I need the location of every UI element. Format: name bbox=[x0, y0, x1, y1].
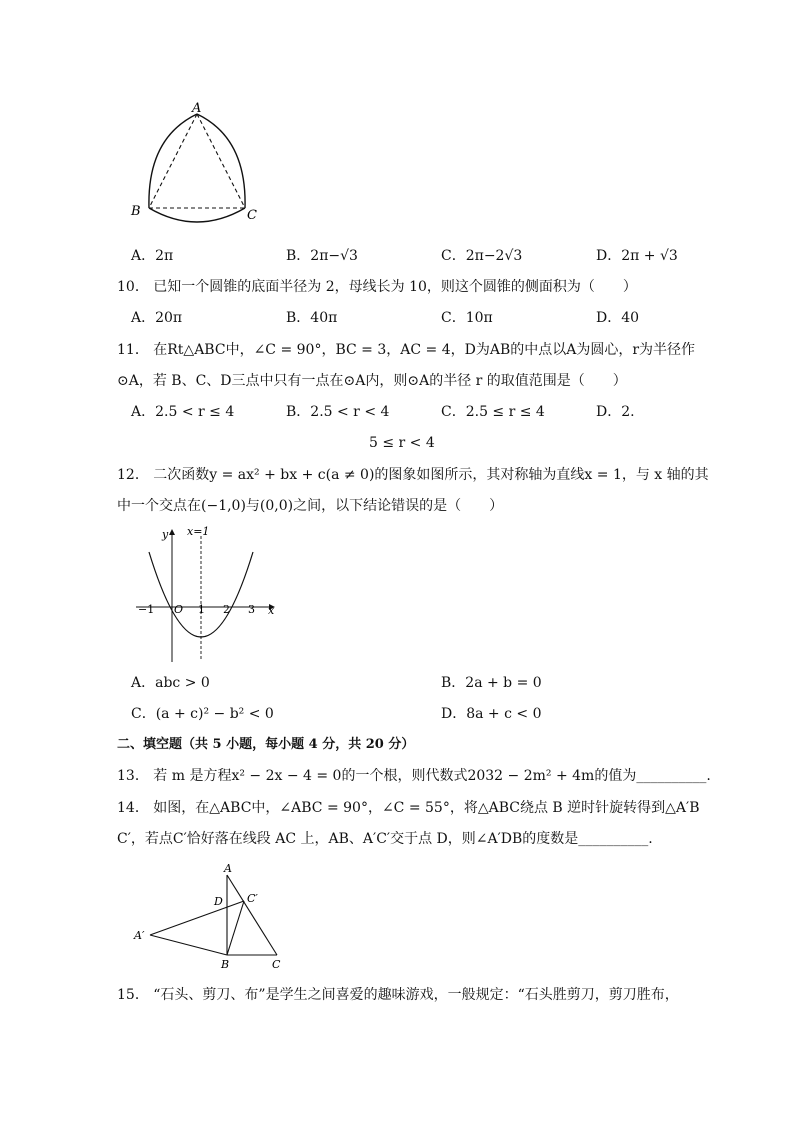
q11-option-a[interactable]: A．2.5 < r ≤ 4 bbox=[131, 404, 235, 420]
label-a-prime: A′ bbox=[134, 929, 145, 942]
label-origin: O bbox=[174, 603, 184, 616]
segment-a1c1 bbox=[150, 901, 244, 935]
label-c: C bbox=[272, 958, 281, 971]
label-d: D bbox=[214, 895, 223, 908]
q14-line2: C′，若点C′恰好落在线段 AC 上，AB、A′C′交于点 D，则∠A′DB的度数是__________. bbox=[117, 831, 653, 847]
q12-option-b[interactable]: B．2a + b = 0 bbox=[441, 675, 542, 691]
rotation-triangle-figure bbox=[128, 860, 288, 972]
q9-option-a[interactable]: A．2π bbox=[131, 248, 174, 264]
section-2-heading: 二、填空题（共 5 小题，每小题 4 分，共 20 分） bbox=[117, 737, 415, 752]
q9-option-d[interactable]: D．2π + √3 bbox=[596, 248, 678, 264]
arc-bc bbox=[149, 208, 245, 222]
segment-bc1 bbox=[227, 901, 244, 955]
q11-option-c[interactable]: C．2.5 ≤ r ≤ 4 bbox=[441, 404, 545, 420]
segment-a1b bbox=[150, 935, 227, 955]
tick-minus-1: −1 bbox=[138, 603, 155, 616]
q10-option-d[interactable]: D．40 bbox=[596, 310, 640, 326]
label-b: B bbox=[221, 958, 230, 971]
q9-option-c[interactable]: C．2π−2√3 bbox=[441, 248, 523, 264]
label-b: B bbox=[131, 204, 141, 219]
q9-option-b[interactable]: B．2π−√3 bbox=[286, 248, 358, 264]
label-a: A bbox=[224, 862, 232, 875]
q10-option-b[interactable]: B．40π bbox=[286, 310, 338, 326]
tick-1: 1 bbox=[198, 603, 205, 616]
q10-option-c[interactable]: C．10π bbox=[441, 310, 493, 326]
reuleaux-triangle-figure bbox=[125, 98, 270, 228]
label-c: C bbox=[247, 208, 257, 223]
tick-3: 3 bbox=[248, 603, 255, 616]
parabola-curve bbox=[149, 552, 253, 637]
q10-text: 10． 已知一个圆锥的底面半径为 2，母线长为 10，则这个圆锥的侧面积为（ ） bbox=[117, 279, 637, 295]
tick-2: 2 bbox=[223, 603, 230, 616]
q14-line1: 14． 如图，在△ABC中，∠ABC = 90°，∠C = 55°，将△ABC绕点 B 逆时针旋转得到△A′B bbox=[117, 800, 700, 816]
label-a: A bbox=[192, 101, 202, 116]
dash-ab bbox=[149, 114, 197, 208]
label-x: x bbox=[268, 604, 275, 617]
q15-text: 15． “石头、剪刀、布”是学生之间喜爱的趣味游戏，一般规定：“石头胜剪刀，剪刀胜布， bbox=[117, 987, 679, 1003]
q11-line2: ⊙A，若 B、C、D三点中只有一点在⊙A内，则⊙A的半径 r 的取值范围是（ ） bbox=[117, 373, 627, 389]
q12-option-d[interactable]: D．8a + c < 0 bbox=[441, 706, 542, 722]
segment-ac bbox=[227, 875, 277, 955]
label-x-eq-1: x=1 bbox=[187, 525, 210, 538]
q12-option-a[interactable]: A．abc > 0 bbox=[131, 675, 210, 691]
q12-line2: 中一个交点在(−1,0)与(0,0)之间，以下结论错误的是（ ） bbox=[117, 498, 504, 514]
q11-line1: 11． 在Rt△ABC中，∠C = 90°，BC = 3，AC = 4，D为AB的中点以A为圆心，r为半径作 bbox=[117, 342, 696, 358]
dash-ac bbox=[197, 114, 245, 208]
label-c-prime: C′ bbox=[247, 892, 258, 905]
q11-option-d[interactable]: D．2. bbox=[596, 404, 635, 420]
q11-option-d-continued: 5 ≤ r < 4 bbox=[369, 435, 435, 451]
parabola-graph bbox=[132, 522, 282, 667]
q11-option-b[interactable]: B．2.5 < r < 4 bbox=[286, 404, 390, 420]
q10-option-a[interactable]: A．20π bbox=[131, 310, 183, 326]
q13-text: 13． 若 m 是方程x² − 2x − 4 = 0的一个根，则代数式2032 − 2m² + 4m的值为__________. bbox=[117, 768, 711, 784]
q12-line1: 12． 二次函数y = ax² + bx + c(a ≠ 0)的图象如图所示，其对称轴为直线x = 1，与 x 轴的其 bbox=[117, 467, 709, 483]
label-y: y bbox=[162, 528, 169, 541]
q12-option-c[interactable]: C．(a + c)² − b² < 0 bbox=[131, 706, 274, 722]
